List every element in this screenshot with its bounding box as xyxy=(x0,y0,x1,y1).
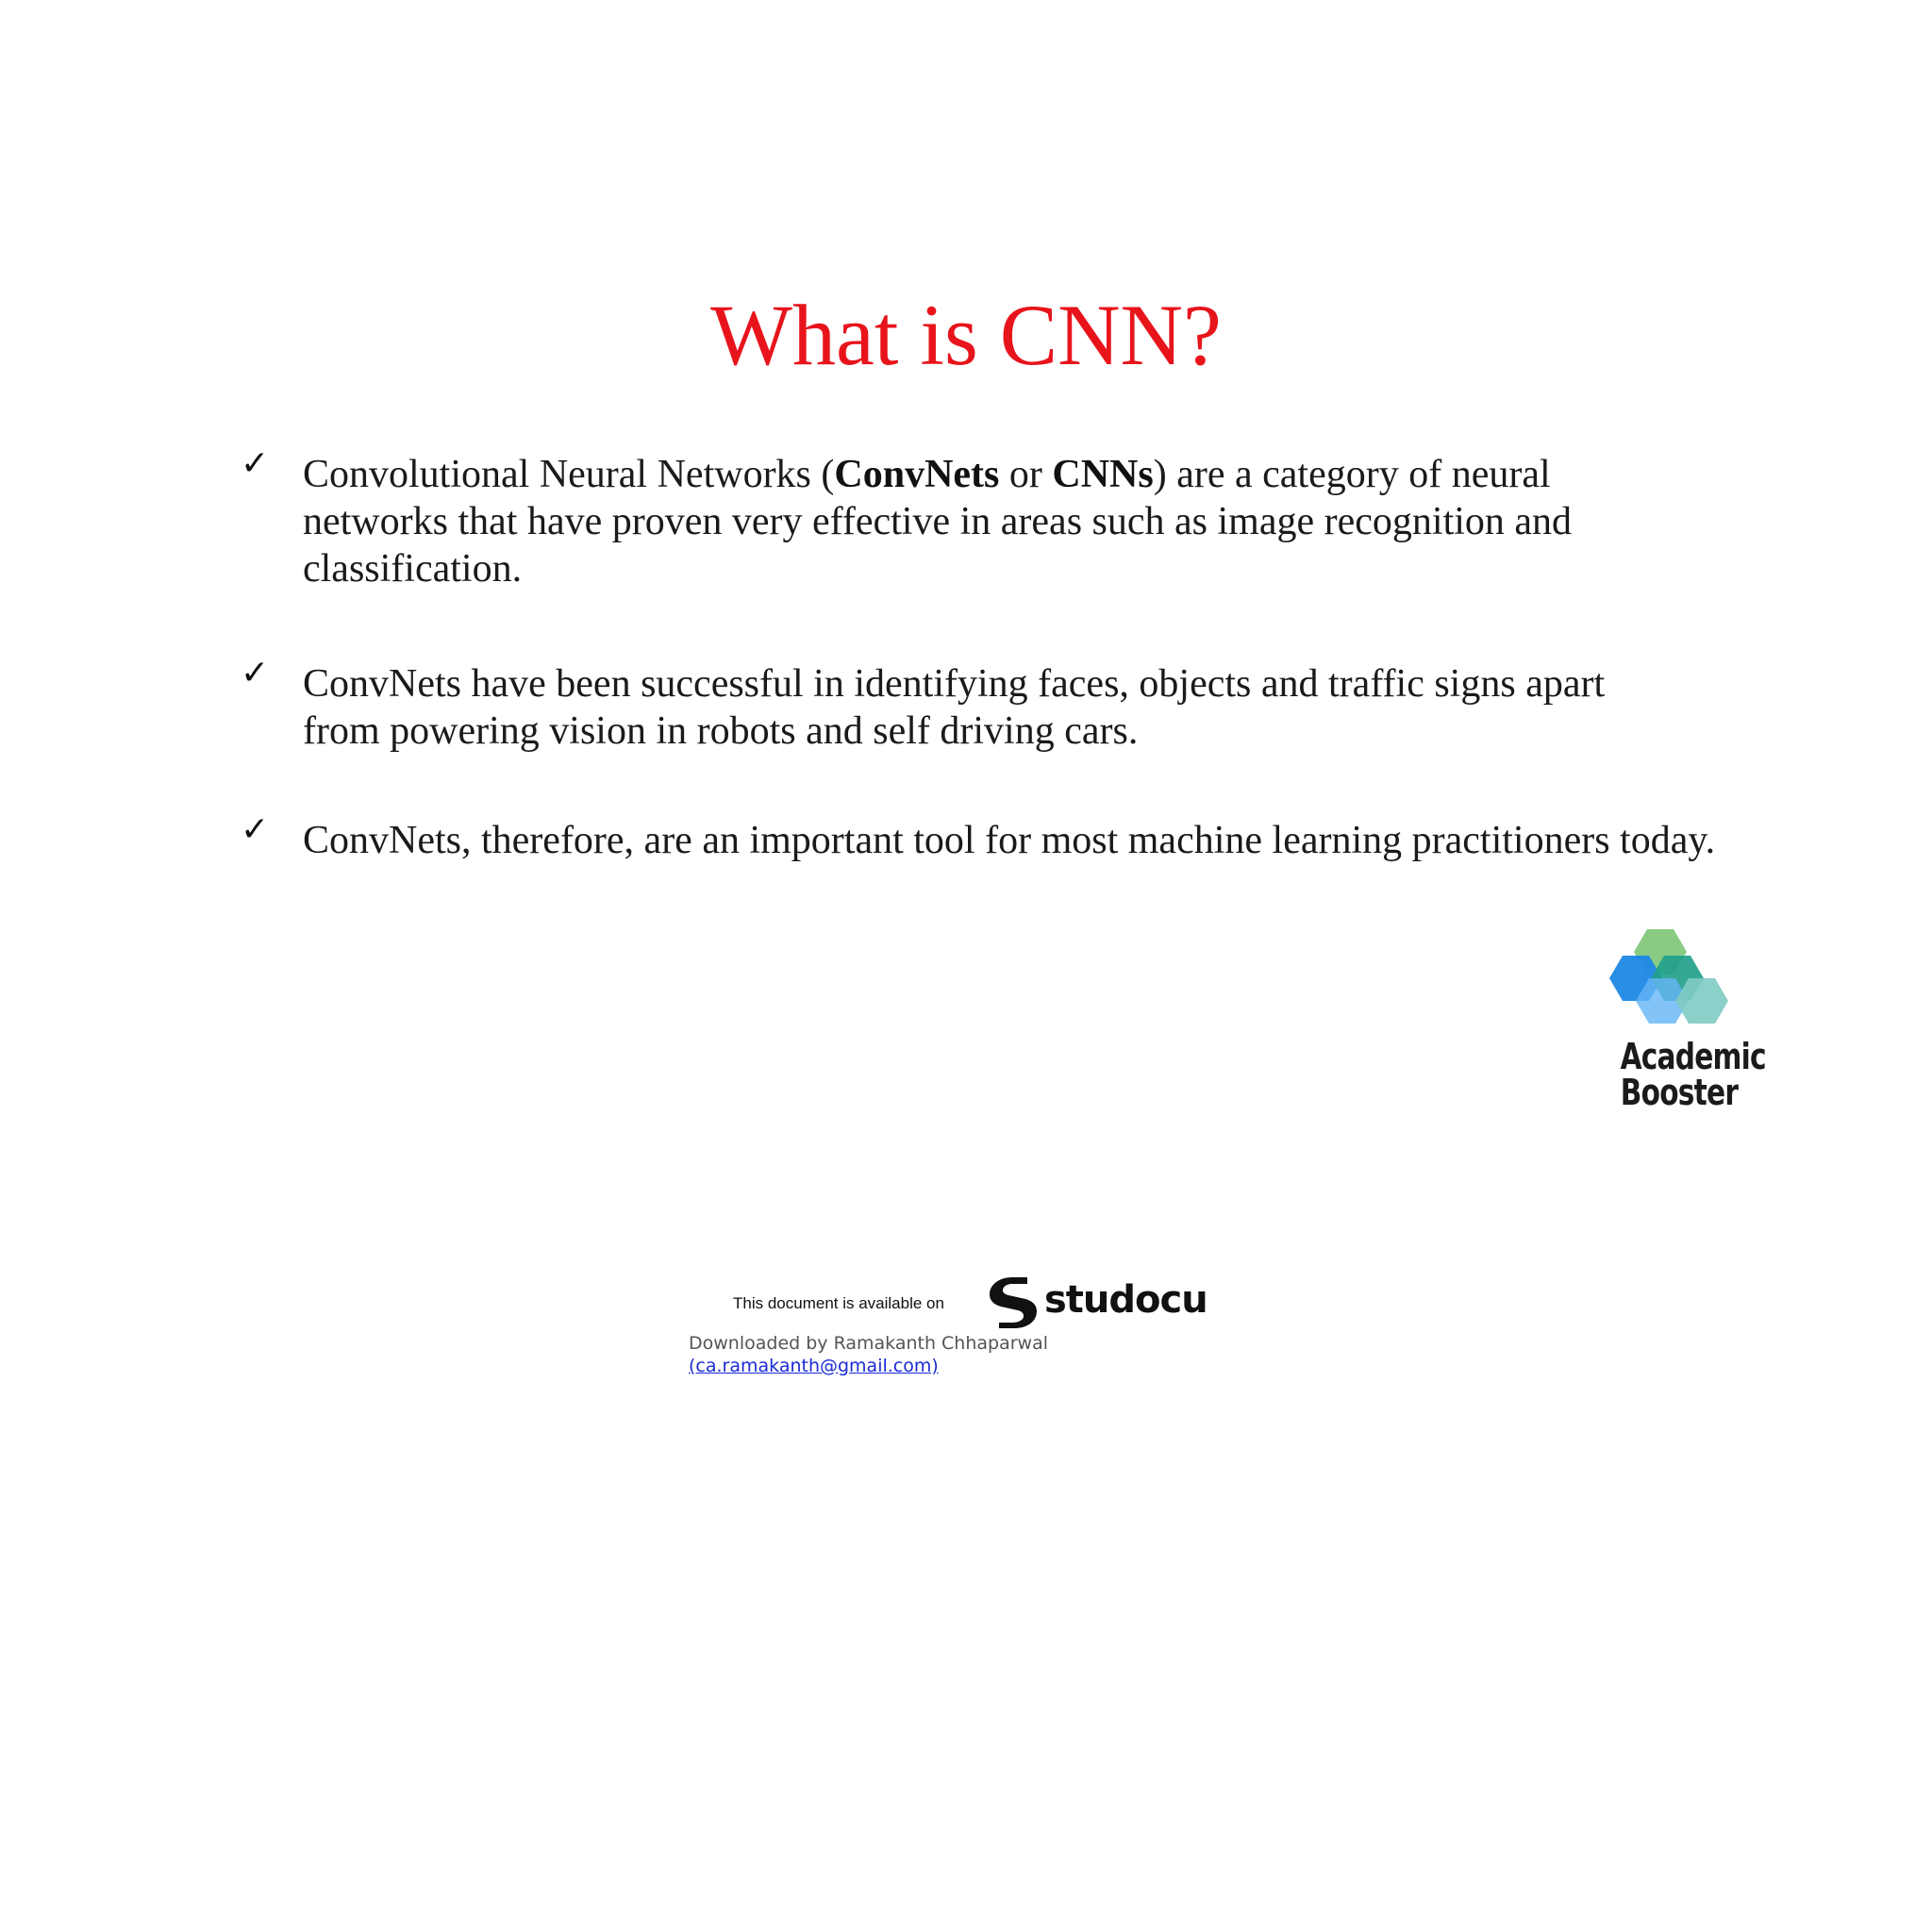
bold-term-convnets: ConvNets xyxy=(834,453,1000,496)
bullet-text-part: or xyxy=(999,453,1053,496)
bullet-text-part: Convolutional Neural Networks ( xyxy=(303,453,835,496)
bullet-text: ConvNets, therefore, are an important tool for most machine learning practitioners today. xyxy=(303,819,1716,862)
email-link[interactable]: (ca.ramakanth@gmail.com) xyxy=(689,1356,939,1376)
studocu-banner[interactable] xyxy=(733,1275,1224,1332)
slide-title: What is CNN? xyxy=(710,287,1222,383)
bullet-text: ConvNets have been successful in identifying faces, objects and traffic signs apart from powering vision in robots and self driving cars. xyxy=(303,662,1606,753)
downloaded-by-text: Downloaded by Ramakanth Chhaparwal xyxy=(689,1333,1049,1354)
logo-line-2: Booster xyxy=(1620,1072,1739,1113)
bullet-text xyxy=(303,451,1671,592)
studocu-brand: studocu xyxy=(1044,1278,1208,1322)
available-on-text: This document is available on xyxy=(733,1294,944,1312)
logo-text xyxy=(1620,1036,1766,1113)
bullet-text-part: ) are a category of neural networks that have proven very effective in areas such as image recognition and classification. xyxy=(303,453,1573,591)
checkmark-icon: ✓ xyxy=(241,444,270,483)
checkmark-icon: ✓ xyxy=(241,654,270,692)
academic-booster-logo xyxy=(1604,929,1766,1118)
checkmark-icon: ✓ xyxy=(241,810,270,849)
logo-line-1: Academic xyxy=(1620,1036,1766,1077)
studocu-icon xyxy=(986,1275,1039,1330)
hexagon-logo-icon xyxy=(1604,929,1755,1033)
bold-term-cnns: CNNs xyxy=(1052,453,1154,496)
